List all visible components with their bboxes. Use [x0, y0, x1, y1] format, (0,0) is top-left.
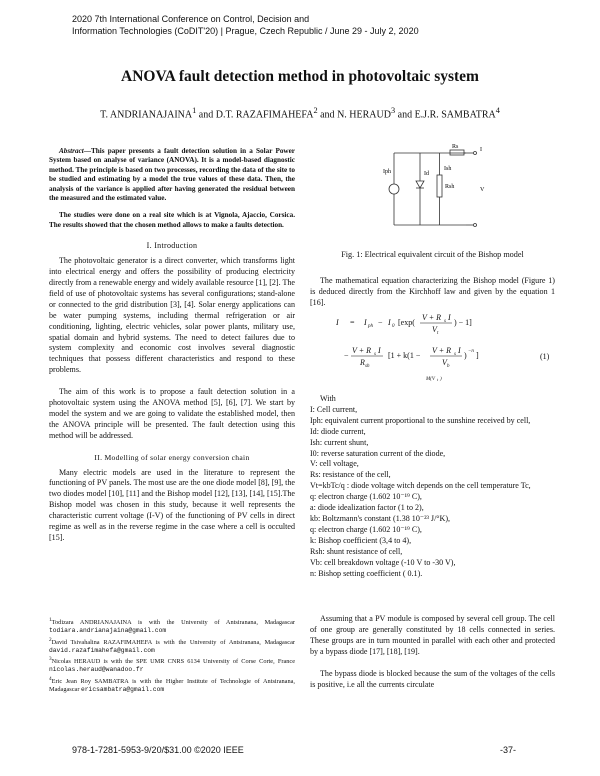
author-1: T. ANDRIANAJAINA [100, 109, 193, 121]
svg-text:I: I [364, 318, 367, 327]
label-iph: Iph [383, 169, 391, 175]
def-item: V: cell voltage, [310, 459, 359, 469]
right-paragraph-2: Assuming that a PV module is composed by several cell group. The cell of one group are generally constituted by 18 cells connected in series. These groups are in turn mounted in parallel with each other and protected by a bypass diode [17], [18], [19]. [310, 614, 555, 656]
label-v: V [480, 187, 485, 193]
svg-text:I: I [378, 346, 381, 355]
label-ish: Ish [444, 166, 452, 172]
conference-header [72, 13, 419, 37]
with-label: With [320, 394, 336, 403]
svg-text:−n: −n [468, 349, 474, 354]
svg-text:V: V [442, 358, 447, 367]
svg-text:t: t [437, 331, 439, 336]
author-3: N. HERAUD [337, 109, 391, 121]
footnote-2-num: 2 [49, 636, 52, 643]
author-sep-3: and [397, 109, 413, 121]
svg-text:I: I [388, 318, 391, 327]
footnotes [49, 616, 295, 694]
label-rs: Rs [452, 144, 459, 150]
svg-text:[1 + k(1 −: [1 + k(1 − [388, 351, 421, 360]
abstract-text-2: The studies were done on a real site which is at Vignola, Ajaccio, Corsica. The results showed that the chosen method allows to make a faults detection. [49, 211, 295, 229]
svg-text:I: I [458, 346, 461, 355]
author-2: D.T. RAZAFIMAHEFA [215, 109, 314, 121]
right-column-intro [310, 276, 555, 309]
svg-text:) − 1]: ) − 1] [454, 318, 472, 327]
section-1-paragraph-1: The photovoltaic generator is a direct converter, which transforms light into electrical energy and offers the possibility of producing electricity directly from a renewable energy and widely available resource [1], [2]. The field of use of photovoltaic systems has several configurations; stand-alone or connected to the grid distribution [3], [4]. Solar energy applications can be water pumping systems, including thermal refrigeration or air conditioning, lighting, electric vehicles, solar power plants, military use, spatial domain and hybrid systems. The need to detect failures due to system complexity and economic cost involves several diagnostic techniques that possess different characteristics and respond to these problems. [49, 256, 295, 375]
svg-text:s: s [374, 352, 376, 357]
footnote-2 [49, 636, 295, 656]
section-1-paragraph-2: The aim of this work is to propose a fault detection solution in a photovoltaic system using the ANOVA method [5], [6], [7]. We start by model the system and we are going to validate the established model, then the ANOVA principle will be presented. The fault detection using this method will be addressed. [49, 387, 295, 440]
svg-text:s: s [454, 352, 456, 357]
footnote-1-num: 1 [49, 617, 52, 623]
def-item: k: Bishop coefficient (3,4 to 4), [310, 535, 412, 545]
abstract [49, 147, 295, 203]
svg-text:sh: sh [365, 364, 370, 369]
svg-text:[exp(: [exp( [398, 318, 415, 327]
conference-line-1: 2020 7th International Conference on Control, Decision and [72, 14, 310, 24]
svg-text:−: − [378, 318, 383, 327]
footnote-3-email[interactable]: nicolas.heraud@wanadoo.fr [49, 666, 144, 674]
label-rsh: Rsh [445, 184, 455, 190]
footnote-4-text: Eric Jean Roy SAMBATRA is with the Higher Institute of Technologie of Antsiranana, Madagascar [49, 677, 295, 693]
footer-page-number: -37- [500, 745, 517, 755]
def-item: Vt=kbTc/q : diode voltage witch depends on the cell temperature Tc, [310, 481, 531, 491]
def-item: Id: diode current, [310, 426, 366, 436]
footnote-2-text: David Tsivahalina RAZAFIMAHEFA is with the University of Antsiranana, Madagascar [51, 638, 295, 646]
footer-isbn: 978-1-7281-5953-9/20/$31.00 ©2020 IEEE [72, 745, 244, 755]
footnote-1 [49, 616, 295, 636]
author-sep-2: and [320, 109, 335, 121]
footnote-4-email[interactable]: ericsambatra@gmail.com [81, 685, 165, 693]
svg-text:=: = [350, 318, 355, 327]
def-item: n: Bishop setting coefficient ( 0.1). [310, 568, 423, 578]
def-item: q: electron charge (1.602 10⁻¹⁹ C), [310, 492, 422, 502]
left-column [49, 147, 295, 544]
svg-text:I: I [448, 313, 451, 322]
def-item: a: diode idealization factor (1 to 2), [310, 503, 424, 513]
def-item: Rs: resistance of the cell, [310, 470, 391, 480]
svg-text:0: 0 [392, 324, 395, 329]
def-item: q: electron charge (1.602 10⁻¹⁹ C), [310, 524, 422, 534]
svg-text:−: − [344, 351, 349, 360]
footnote-4-num: 4 [49, 675, 52, 682]
svg-text:ph: ph [368, 324, 373, 329]
circuit-figure [380, 143, 490, 235]
equation-1 [336, 310, 496, 392]
section-2-paragraph-1: Many electric models are used in the literature to represent the functioning of PV panels. The most use are the one diode model [8], [9], the two diodes model [10], [11] and the Bishop model [12], [13], [14], [15].The Bishop model was chosen in this study, because it well represents the characteristic current voltage (I-V) of the functioning of PV cells in direct regime as well as in the reverse regime in the case where a cell is occulted [15]. [49, 467, 295, 542]
abstract-label: Abstract [59, 147, 84, 155]
def-item: Vb: cell breakdown voltage (-10 V to -30 V), [310, 557, 456, 567]
right-column-outro [310, 614, 555, 690]
footnote-2-email[interactable]: david.razafimahefa@gmail.com [49, 646, 155, 654]
def-item: kb: Boltzmann's constant (1.38 10⁻²³ J/°K), [310, 513, 451, 523]
abstract-text: —This paper presents a fault detection solution in a Solar Power System based on analyse of variance (ANOVA). It is a model-based diagnostic method. The principle is based on two processes, recording the data of the site to be studied and estimating by a model the true values of these data. Then, the analysis of the variance is applied after having generated the residual between the measured and the estimated value. [49, 147, 295, 203]
svg-text:): ) [440, 377, 442, 382]
label-i: I [480, 147, 482, 153]
svg-text:): ) [464, 351, 467, 360]
author-sep-1: and [198, 109, 214, 121]
def-item: Iph: equivalent current proportional to the sunshine received by cell, [310, 415, 531, 425]
variable-definitions [310, 394, 555, 579]
svg-text:b: b [447, 364, 450, 369]
bishop-circuit-diagram [380, 143, 490, 235]
footnote-1-email[interactable]: todiara.andrianajaina@gmail.com [49, 627, 167, 635]
right-paragraph-3: The bypass diode is blocked because the sum of the voltages of the cells is positive, i.e all the currents circulate [310, 668, 555, 689]
footnote-4 [49, 675, 295, 695]
svg-text:R: R [360, 358, 365, 367]
svg-text:V: V [432, 325, 437, 334]
svg-text:V + R: V + R [432, 346, 452, 355]
svg-text:I: I [336, 318, 339, 327]
footnote-3 [49, 655, 295, 675]
figure-caption: Fig. 1: Electrical equivalent circuit of the Bishop model [341, 250, 524, 259]
svg-text:t: t [437, 377, 439, 382]
footnote-1-text: Todizara ANDRIANAJAINA is with the University of Antsiranana, Madagascar [51, 619, 295, 627]
right-paragraph-1: The mathematical equation characterizing the Bishop model (Figure 1) is deduced directly from the Kirchhoff law and given by the equation 1 [16]. [310, 276, 555, 307]
footnote-3-num: 3 [49, 656, 52, 662]
svg-text:V + R: V + R [422, 313, 442, 322]
svg-text:]: ] [476, 351, 479, 360]
section-2-heading: II. Modelling of solar energy conversion chain [94, 452, 250, 462]
footnote-3-text: Nicolas HERAUD is with the SPE UMR CNRS 6134 University of Corse Corte, France [51, 658, 295, 666]
equation-number: (1) [540, 352, 550, 361]
author-list: T. ANDRIANAJAINA$^1$ and D.T. RAZAFIMAHEFA$^2$ and N. HERAUD$^3$ and E.J.R. SAMBATRA$^4$ [100, 106, 500, 121]
svg-text:s: s [444, 319, 446, 324]
def-item: Ish: current shunt, [310, 437, 369, 447]
paper-title: ANOVA fault detection method in photovoltaic system [121, 68, 479, 85]
svg-text:M(V: M(V [426, 377, 435, 382]
label-id: Id [424, 171, 429, 177]
svg-text:V + R: V + R [352, 346, 372, 355]
def-item: I0: reverse saturation current of the diode, [310, 448, 446, 458]
author-4: E.J.R. SAMBATRA [414, 109, 496, 121]
def-item: Rsh: shunt resistance of cell, [310, 546, 403, 556]
conference-line-2: Information Technologies (CoDIT'20) | Prague, Czech Republic / June 29 - July 2, 2020 [72, 26, 419, 36]
equation-graphic [336, 310, 536, 390]
section-1-heading: I. Introduction [146, 241, 198, 251]
def-item: I: Cell current, [310, 404, 358, 414]
